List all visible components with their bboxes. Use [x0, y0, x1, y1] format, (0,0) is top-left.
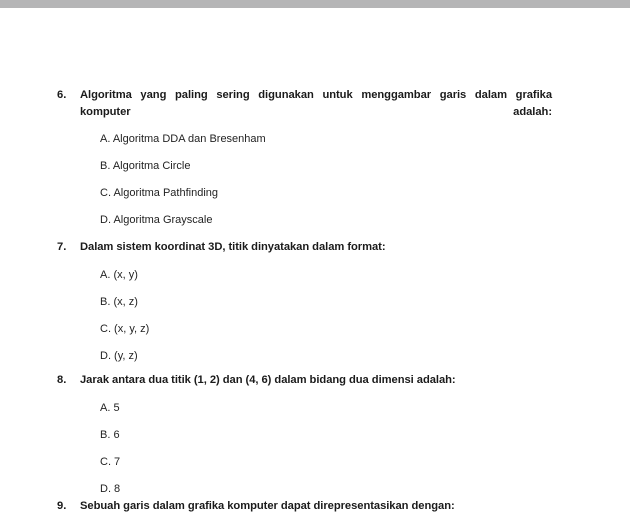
document-viewer-top-bar: [0, 0, 630, 8]
option-list-6: [57, 131, 552, 239]
option-item[interactable]: [100, 267, 552, 294]
question-number-7: 7.: [57, 241, 67, 253]
option-item[interactable]: [100, 321, 552, 348]
option-item[interactable]: [100, 400, 552, 427]
option-label: A. 5: [100, 401, 120, 414]
question-heading-9: [57, 498, 552, 514]
document-page: [0, 8, 630, 514]
option-label: B. (x, z): [100, 295, 138, 308]
option-item[interactable]: [100, 454, 552, 481]
option-label: B. Algoritma Circle: [100, 160, 191, 172]
question-block-9: [57, 498, 552, 514]
option-label: A. Algoritma DDA dan Bresenham: [100, 133, 266, 145]
option-label: D. (y, z): [100, 349, 138, 362]
question-heading-8: [57, 372, 552, 389]
question-block-7: [57, 239, 552, 375]
option-item[interactable]: [100, 427, 552, 454]
option-item[interactable]: [100, 185, 552, 212]
question-text-9: Sebuah garis dalam grafika komputer dapat direpresentasikan dengan:: [80, 500, 455, 512]
option-label: B. 6: [100, 428, 120, 441]
option-item[interactable]: [100, 131, 552, 158]
question-block-8: [57, 372, 552, 508]
question-number-6: 6.: [57, 89, 67, 101]
option-item[interactable]: [100, 158, 552, 185]
option-item[interactable]: [100, 348, 552, 375]
question-heading-6: [57, 87, 552, 120]
question-text-7: Dalam sistem koordinat 3D, titik dinyatakan dalam format:: [80, 241, 386, 253]
option-label: D. 8: [100, 482, 121, 495]
option-item[interactable]: [100, 294, 552, 321]
question-number-8: 8.: [57, 374, 67, 386]
option-label: C. (x, y, z): [100, 322, 150, 335]
question-block-6: [57, 87, 552, 239]
question-text-8: Jarak antara dua titik (1, 2) dan (4, 6) dalam bidang dua dimensi adalah:: [80, 374, 456, 386]
question-number-9: 9.: [57, 500, 67, 512]
option-list-7: [57, 267, 552, 375]
option-label: D. Algoritma Grayscale: [100, 214, 213, 226]
option-label: C. Algoritma Pathfinding: [100, 187, 219, 199]
option-label: A. (x, y): [100, 268, 138, 281]
option-label: C. 7: [100, 455, 121, 468]
option-item[interactable]: [100, 212, 552, 239]
question-heading-7: [57, 239, 552, 256]
option-list-8: [57, 400, 552, 508]
question-text-6: Algoritma yang paling sering digunakan untuk menggambar garis dalam grafika komputer adalah:: [80, 89, 552, 118]
